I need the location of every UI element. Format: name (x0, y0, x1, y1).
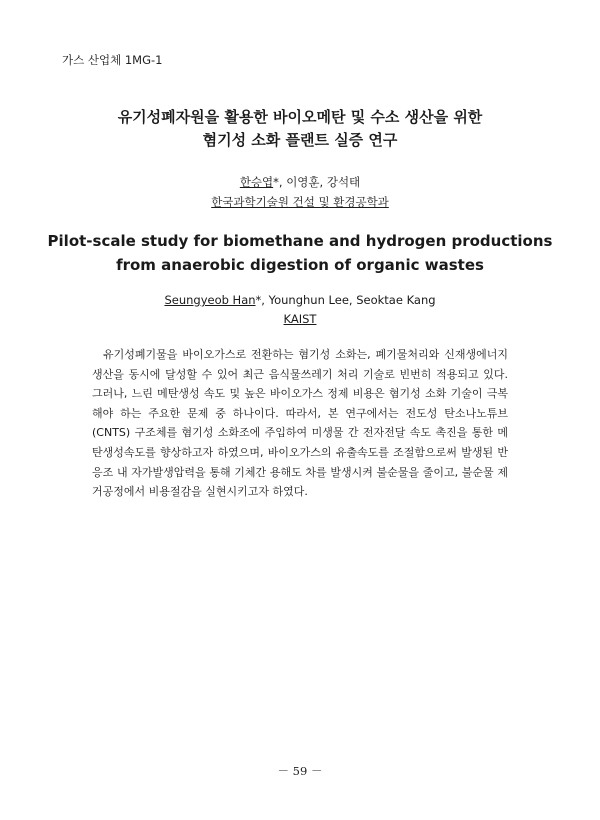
korean-authors-block (0, 172, 600, 212)
english-title-line-2: from anaerobic digestion of organic wastes (116, 256, 484, 274)
english-author-list (0, 291, 600, 310)
english-authors-block (0, 291, 600, 329)
english-title-line-1: Pilot-scale study for biomethane and hydrogen productions (47, 232, 553, 250)
page-number: － 59 － (277, 764, 323, 778)
korean-title (0, 106, 600, 152)
korean-coauthors: *, 이영훈, 강석태 (273, 175, 361, 189)
english-title (0, 229, 600, 277)
korean-affiliation: 한국과학기술원 건설 및 환경공학과 (211, 195, 389, 209)
korean-title-line-1: 유기성폐자원을 활용한 바이오메탄 및 수소 생산을 위한 (117, 108, 483, 126)
english-first-author: Seungyeob Han (164, 293, 256, 307)
abstract-paragraph: 유기성폐기물을 바이오가스로 전환하는 혐기성 소화는, 폐기물처리와 신재생에너지 생산을 동시에 달성할 수 있어 최근 음식물쓰레기 처리 기술로 빈번히 적용되고 있다. 그러나, 느린 메탄생성 속도 및 높은 바이오가스 정제 비용은 혐기성 소화 기술이 극복해야 하는 주요한 문제 중 하나이다. 따라서, 본 연구에서는 전도성 탄소나노튜브(CNTS) 구조체를 혐기성 소화조에 주입하여 미생물 간 전자전달 속도 촉진을 통한 메탄생성속도를 향상하고자 하였으며, 바이오가스의 유출속도를 조절함으로써 발생된 반응조 내 자가발생압력을 통해 기체간 용해도 차를 발생시켜 불순물을 줄이고, 불순물 제거공정에서 비용절감을 실현시키고자 하였다. (92, 348, 508, 499)
korean-author-list (0, 172, 600, 192)
english-affiliation: KAIST (283, 312, 317, 326)
english-coauthors: *, Younghun Lee, Seoktae Kang (255, 293, 436, 307)
conference-session-tag: 가스 산업체 1MG-1 (62, 53, 163, 67)
korean-first-author: 한승엽 (239, 175, 274, 189)
korean-title-line-2: 혐기성 소화 플랜트 실증 연구 (202, 131, 398, 149)
